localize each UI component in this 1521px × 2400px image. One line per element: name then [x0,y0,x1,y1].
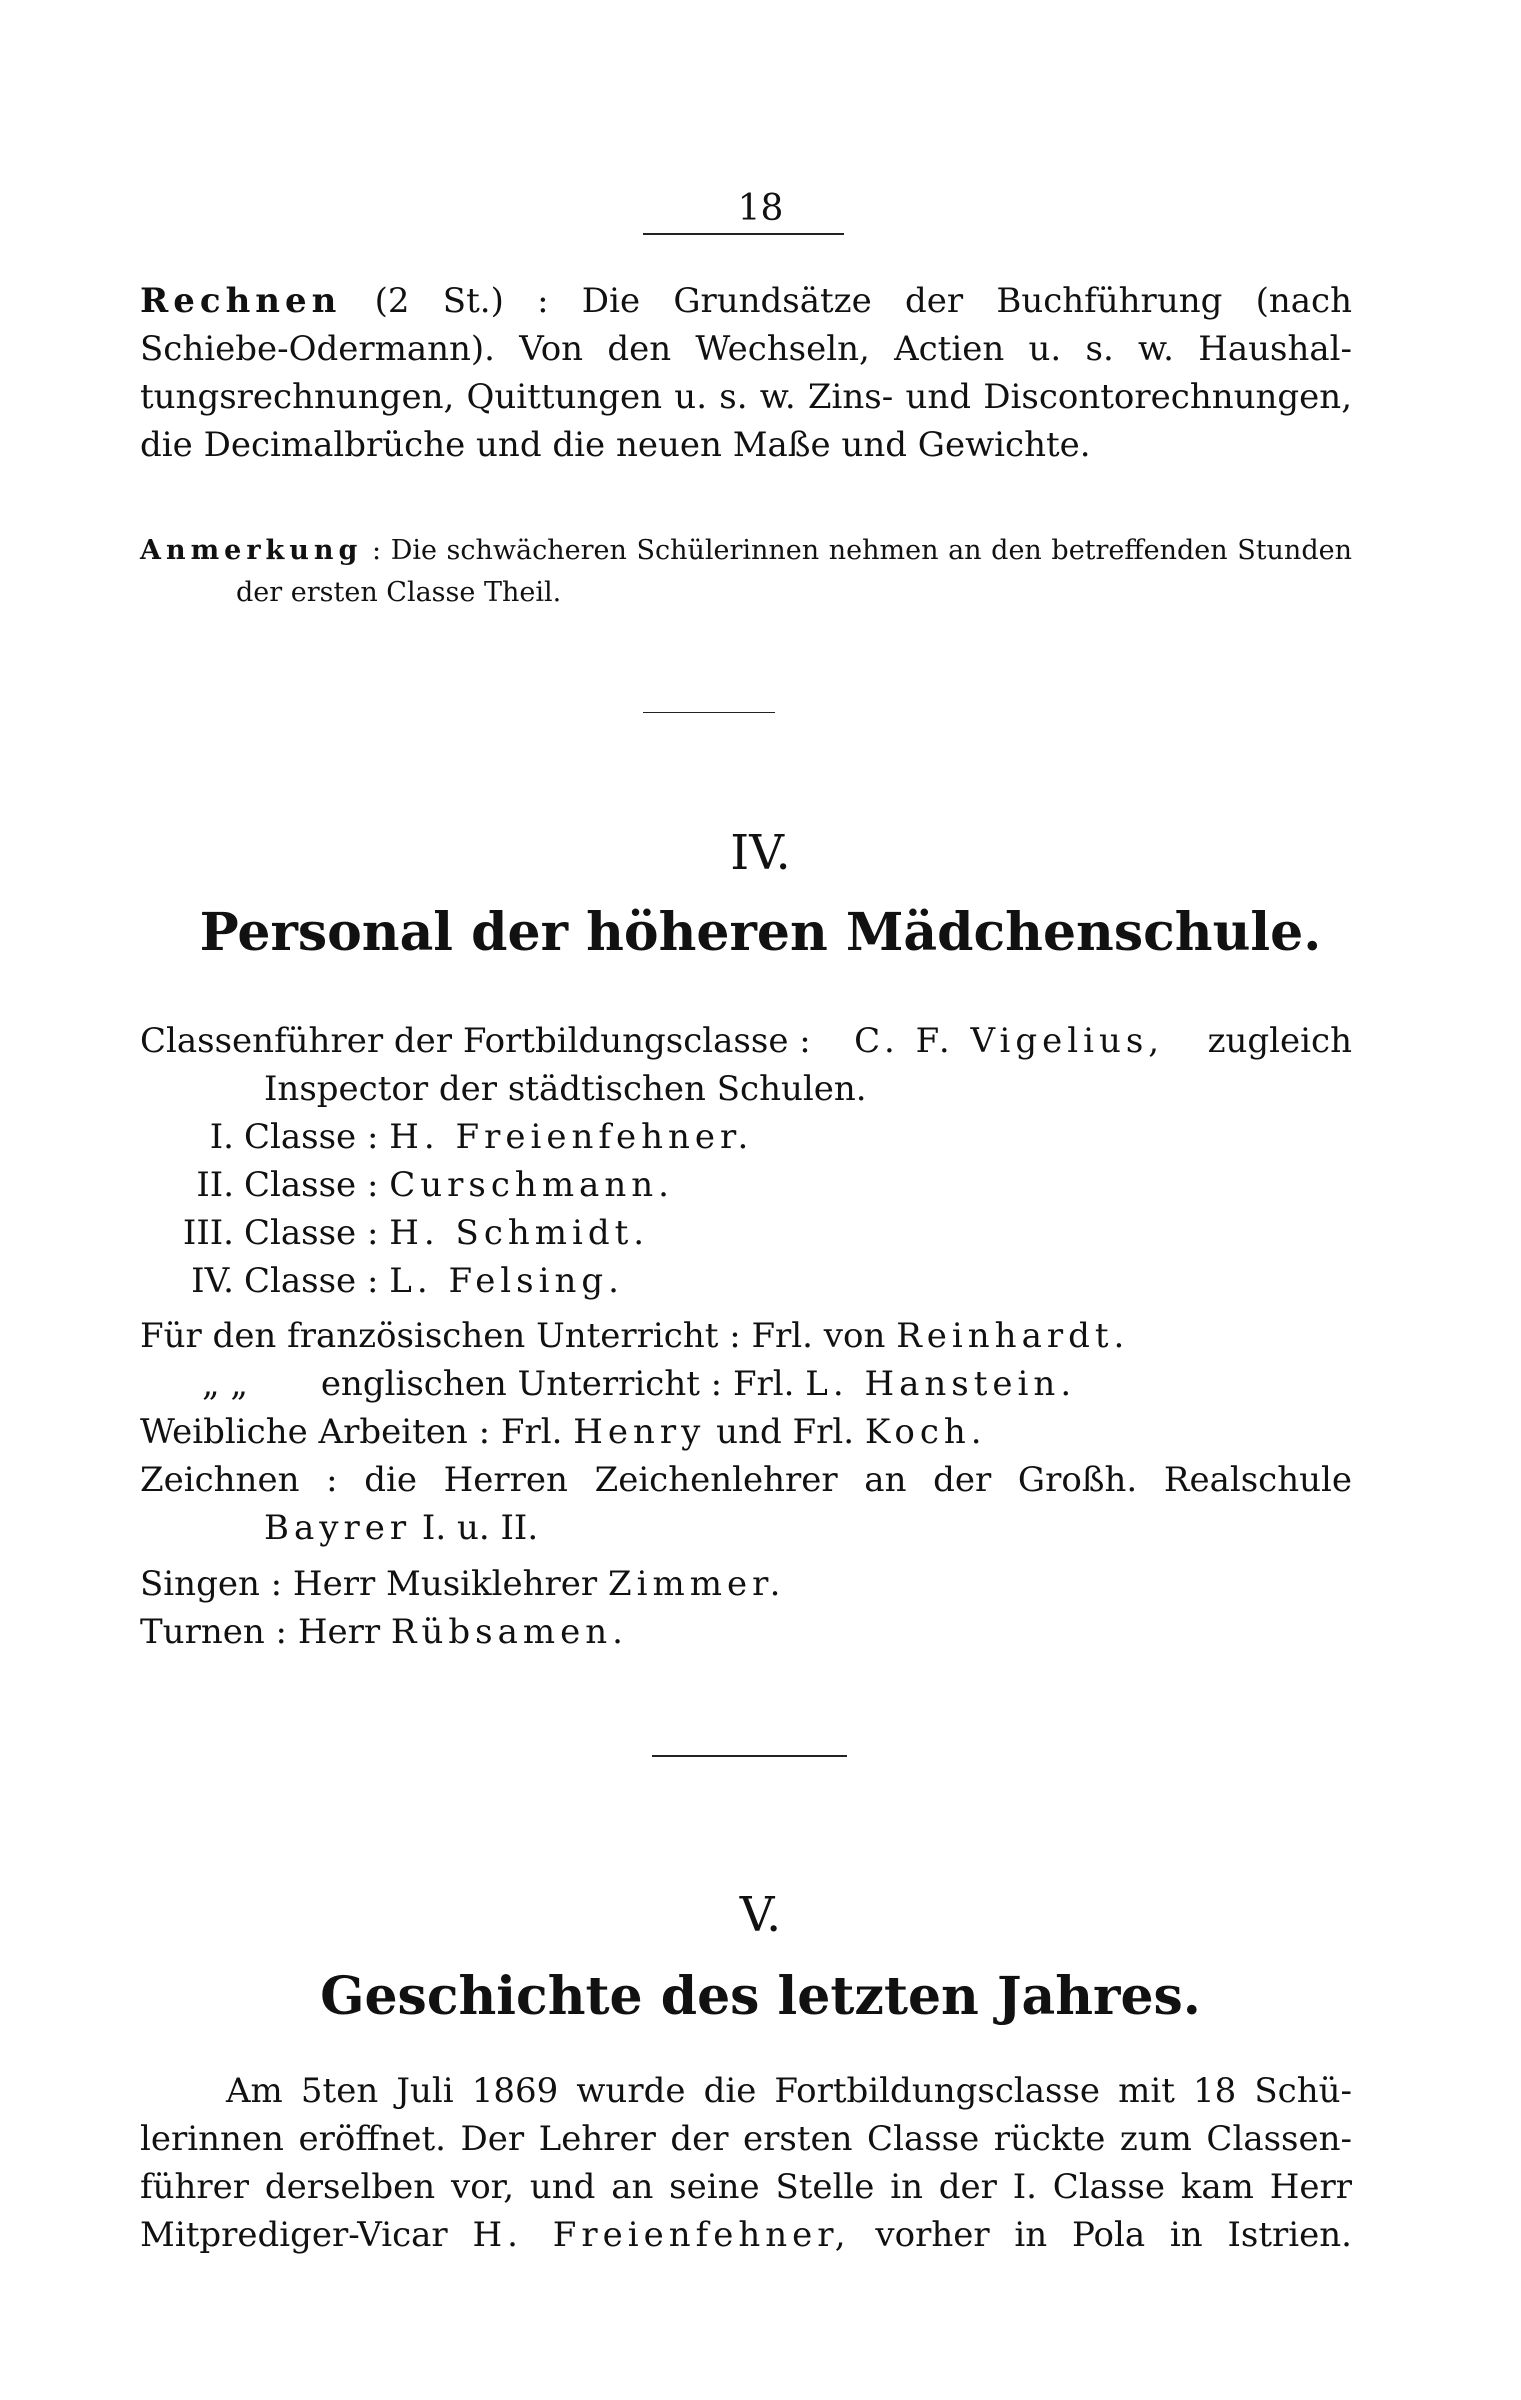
divider-2 [652,1755,847,1757]
singen-line: Singen : Herr Musiklehrer Zimmer. [140,1564,786,1604]
class-iii-line: III. Classe : H. Schmidt. [182,1213,650,1253]
zeichnen-continuation: Bayrer I. u. II. [264,1508,539,1548]
rechnen-line-2: Schiebe-Odermann). Von den Wechseln, Actien u. s. w. Haushal- [140,329,1352,369]
anmerkung-line-2: der ersten Classe Theil. [236,577,562,608]
geschichte-line-3: führer derselben vor, und an seine Stelle in der I. Classe kam Herr [140,2167,1352,2207]
page-number: 18 [737,188,784,229]
rechnen-line-1: Rechnen (2 St.) : Die Grundsätze der Buchführung (nach [140,281,1353,321]
class-iv-line: IV. Classe : L. Felsing. [191,1261,624,1301]
rechnen-label: Rechnen [140,281,342,321]
section-v-number: V. [739,1887,782,1943]
section-iv-number: IV. [730,825,791,881]
header-rule [643,233,844,235]
section-iv-title: Personal der höheren Mädchenschule. [199,902,1322,963]
rechnen-line-4: die Decimalbrüche und die neuen Maße und Gewichte. [140,425,1091,465]
class-i-line: I. Classe : H. Freienfehner. [209,1117,754,1157]
turnen-line: Turnen : Herr Rübsamen. [140,1612,628,1652]
fortbildung-continuation: Inspector der städtischen Schulen. [264,1069,867,1109]
divider-1 [643,712,775,713]
geschichte-line-4: Mitprediger-Vicar H. Freienfehner, vorher in Pola in Istrien. [140,2215,1352,2255]
section-v-title: Geschichte des letzten Jahres. [320,1966,1201,2027]
fortbildung-line: Classenführer der Fortbildungsclasse : C. F. Vigelius, zugleich [140,1017,1352,1065]
weibliche-arbeiten-line: Weibliche Arbeiten : Frl. Henry und Frl. Koch. [140,1412,987,1452]
class-ii-line: II. Classe : Curschmann. [196,1165,674,1205]
fb-teacher-name: C. F. Vigelius, [854,1021,1165,1061]
geschichte-line-1: Am 5ten Juli 1869 wurde die Fortbildungsclasse mit 18 Schü- [226,2071,1352,2111]
anmerkung-line-1: Anmerkung : Die schwächeren Schülerinnen nehmen an den betreffenden Stunden [140,535,1352,566]
french-line: Für den französischen Unterricht : Frl. von Reinhardt. [140,1316,1130,1356]
anmerkung-label: Anmerkung [140,535,363,566]
zeichnen-line: Zeichnen : die Herren Zeichenlehrer an der Großh. Realschule [140,1460,1352,1500]
english-line: „ „ englischen Unterricht : Frl. L. Hanstein. [201,1364,1077,1404]
rechnen-line-3: tungsrechnungen, Quittungen u. s. w. Zins- und Discontorechnungen, [140,377,1352,417]
geschichte-line-2: lerinnen eröffnet. Der Lehrer der ersten Classe rückte zum Classen- [140,2119,1352,2159]
